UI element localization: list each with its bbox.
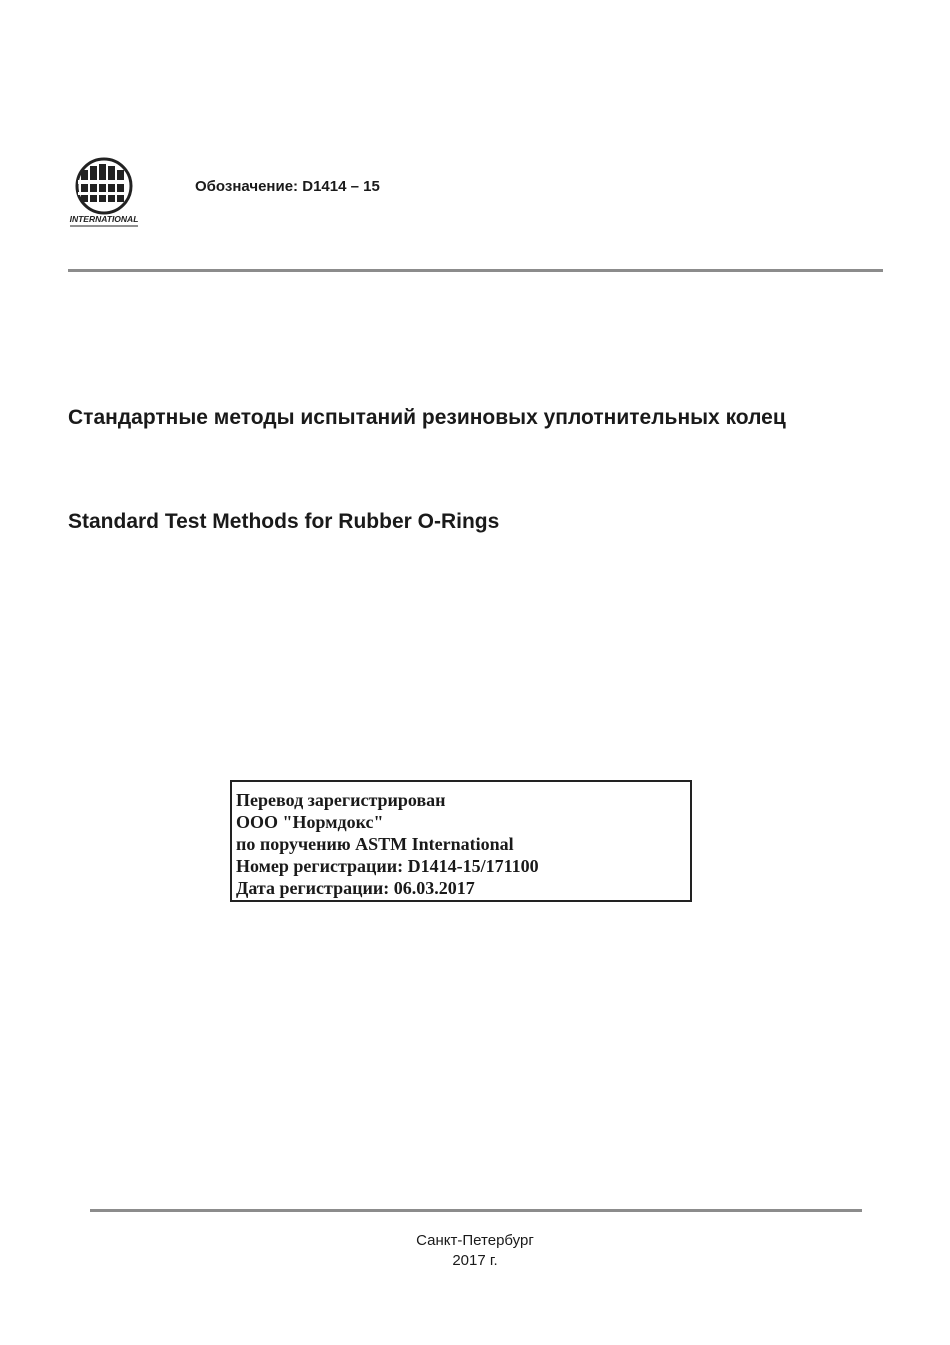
- designation: [195, 178, 380, 195]
- top-divider: [68, 269, 883, 272]
- registration-line: Номер регистрации: D1414-15/171100: [236, 856, 539, 876]
- registration-box: [230, 780, 692, 902]
- registration-line: ООО "Нормдокс": [236, 812, 384, 832]
- registration-line: Перевод зарегистрирован: [236, 790, 446, 810]
- bottom-divider: [90, 1209, 862, 1212]
- registration-line: Дата регистрации: 06.03.2017: [236, 878, 475, 898]
- registration-line: по поручению ASTM International: [236, 834, 514, 854]
- logo-text: INTERNATIONAL: [69, 214, 139, 224]
- title-russian: Стандартные методы испытаний резиновых уплотнительных колец: [68, 406, 786, 429]
- astm-logo: [66, 156, 144, 228]
- designation-value: D1414 – 15: [302, 178, 380, 195]
- footer-city: Санкт-Петербург: [416, 1232, 534, 1249]
- footer-year: 2017 г.: [452, 1252, 498, 1269]
- designation-label: Обозначение:: [195, 178, 299, 195]
- title-english: Standard Test Methods for Rubber O-Rings: [68, 510, 500, 533]
